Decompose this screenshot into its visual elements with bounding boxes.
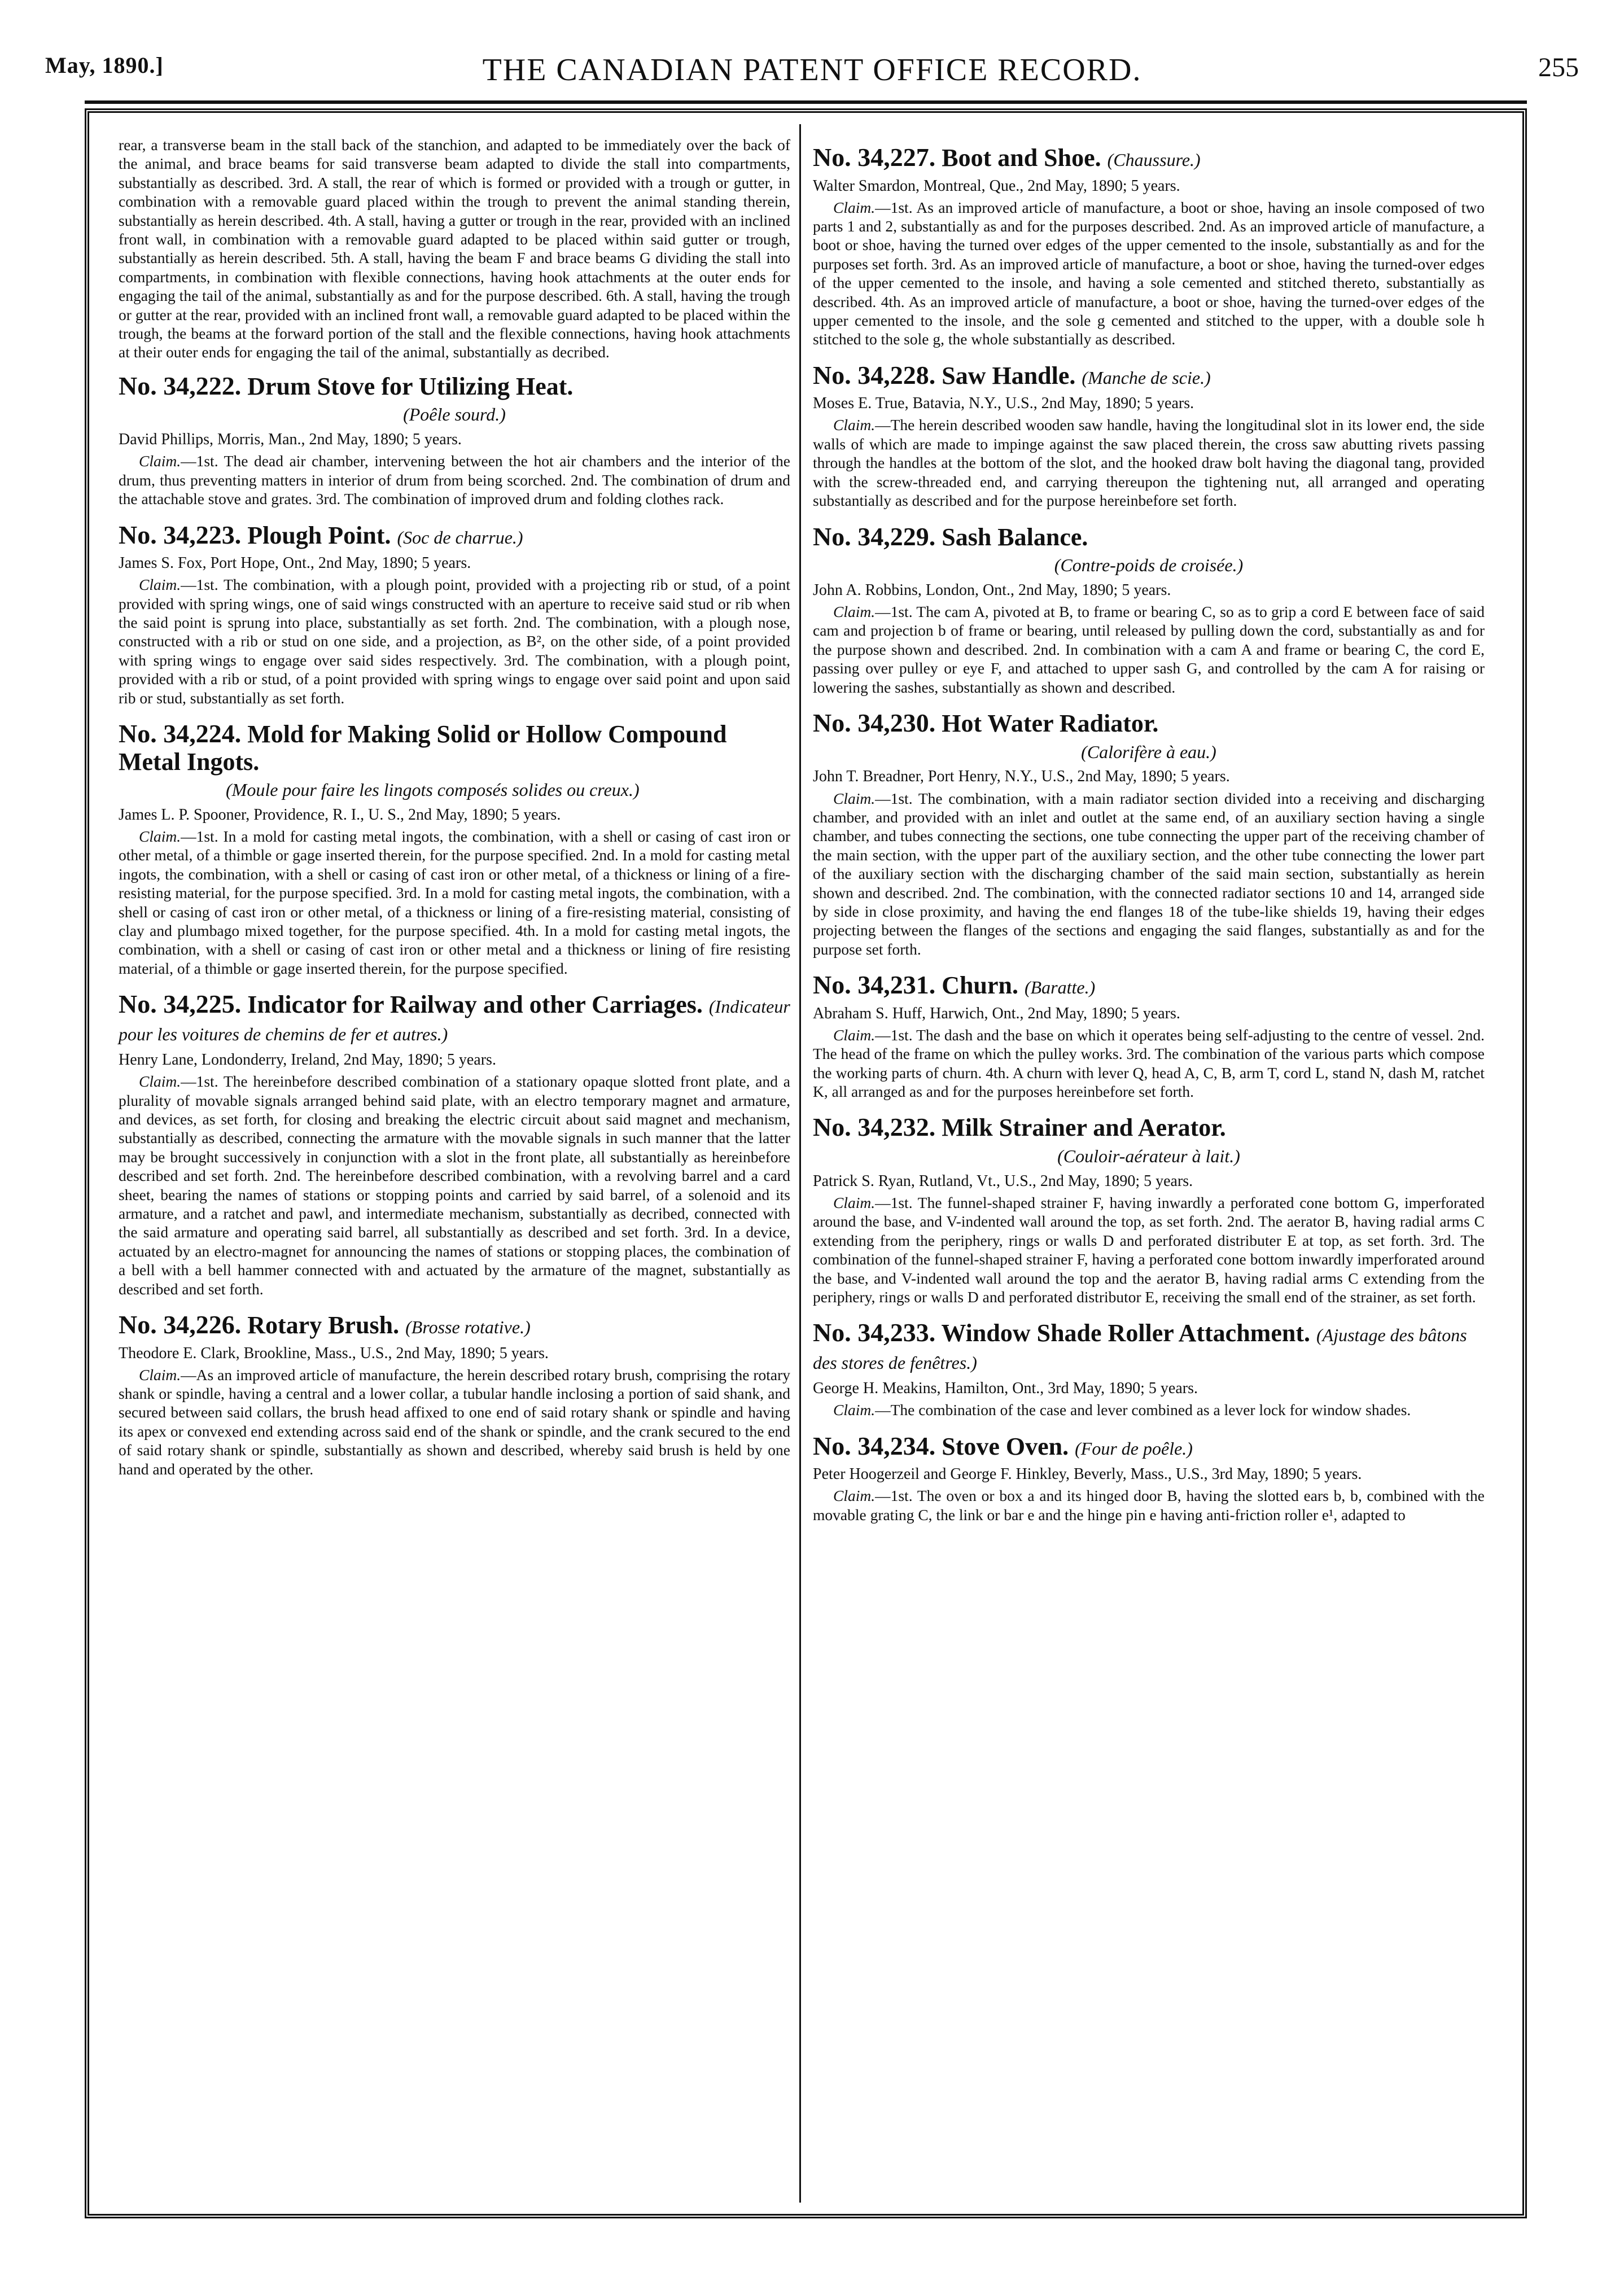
claim-body: —1st. The oven or box a and its hinged door B, having the slotted ears b, b, combined with the movable grating C, the link or bar e and the hinge pin e having anti-friction roller e¹, adapted to	[813, 1487, 1485, 1524]
patent-number: No. 34,225.	[119, 990, 242, 1019]
claim-body: —1st. The dead air chamber, intervening between the hot air chambers and the interior of the drum, thus preventing matters in interior of drum from being scorched. 2nd. The combination of drum and the attachable stove and grates. 3rd. The combination of improved drum and folding clothes rack.	[119, 452, 790, 508]
patent-entry-34230	[813, 709, 1485, 958]
patent-entry-34232	[813, 1113, 1485, 1306]
patent-entry-34222	[119, 372, 790, 509]
claim-label: Claim.	[833, 602, 876, 620]
claim-label: Claim.	[139, 1073, 181, 1091]
patent-entry-34233	[813, 1319, 1485, 1419]
claim-label: Claim.	[833, 1401, 876, 1419]
patentee: Moses E. True, Batavia, N.Y., U.S., 2nd May, 1890; 5 years.	[813, 395, 1194, 413]
patent-french-title: (Chaussure.)	[1107, 150, 1201, 170]
claim-text	[119, 1072, 790, 1298]
continued-claim-text: rear, a transverse beam in the stall back of the stanchion, and adapted to be immediately over the back of the animal, and brace beams for said transverse beam adapted to divide the stall into compartments, substantially as described. 3rd. A stall, the rear of which is formed or provided with a trough or gutter, in combination with a removable guard placed within the trough to prevent the animal standing therein, substantially as herein described. 4th. A stall, having a gutter or trough in the rear, provided with an inclined front wall, in combination with a removable guard adapted to be placed within said gutter or trough, substantially as herein described. 5th. A stall, having the beam F and brace beams G dividing the stall into compartments, in combination with flexible connections, having hook attachments at the outer ends for engaging the tail of the animal, substantially as and for the purpose described. 6th. A stall, having the trough or gutter at the rear, provided with an inclined front wall, a removable guard adapted to be placed within the trough, the beams at the forward portion of the stall and the flexible connections, having hook attachments at their outer ends for engaging the tail of the animal, substantially as decribed.	[119, 136, 790, 361]
patent-title: Indicator for Railway and other Carriages.	[247, 991, 703, 1019]
patent-title: Stove Oven.	[942, 1432, 1069, 1460]
patent-entry-34234	[813, 1432, 1485, 1524]
patent-title: Drum Stove for Utilizing Heat.	[247, 372, 574, 400]
claim-body: —1st. The hereinbefore described combination of a stationary opaque slotted front plate, and a plurality of movable signals arranged behind said plate, with an electro temporary magnet and armature, and devices, as set forth, for closing and breaking the electric circuit about said magnet and mechanism, substantially as described, connecting the armature with the movable signals in such manner that the latter may be brought successively in conjunction with a slot in the front plate, all substantially as hereinbefore described and set forth. 2nd. The hereinbefore described combination, with a revolving barrel and a card sheet, bearing the names of stations or stopping points and carried by said barrel, of a solenoid and its armature, and a ratchet and pawl, and intermediate mechanism, substantially as decribed, connected with the said armature and operating said barrel, all substantially as described and set forth. 3rd. In a device, actuated by an electro-magnet for announcing the names of stations or stopping places, the combination of a bell with a bell hammer connected with and actuated by the armature of the magnet, substantially as described and set forth.	[119, 1073, 790, 1298]
patent-heading	[813, 971, 1485, 1000]
patent-number: No. 34,226.	[119, 1310, 242, 1340]
claim-label: Claim.	[833, 1193, 876, 1211]
patent-heading	[119, 372, 790, 401]
patent-number: No. 34,234.	[813, 1431, 936, 1460]
claim-body: —1st. The cam A, pivoted at B, to frame or bearing C, so as to grip a cord E between face of said cam and projection b of frame or bearing, until released by pulling down the cord, substantially as and for the purpose shown and described. 2nd. In combination with a cam A and frame or bearing C, the cord E, passing over pulley or eye F, and attached to upper sash G, and controlled by the cam A for raising or lowering the sashes, substantially as shown and described.	[813, 602, 1485, 696]
patent-entry-34228	[813, 361, 1485, 510]
patentee: Patrick S. Ryan, Rutland, Vt., U.S., 2nd May, 1890; 5 years.	[813, 1172, 1193, 1190]
patent-french-title: (Baratte.)	[1024, 977, 1096, 998]
patent-entry-34225	[119, 990, 790, 1298]
claim-body: —1st. The combination, with a main radiator section divided into a receiving and discharging chamber, and provided with an inlet and outlet at the same end, of an auxiliary section having a single chamber, and tubes connecting the sections, one tube connecting the upper part of the receiving chamber of the main section, with the upper part of the auxiliary section, and the other tube connecting the lower part of the auxiliary section with the discharging chamber of the said main section, substantially as herein shown and described. 2nd. The combination, with the connected radiator sections 10 and 14, arranged side by side in close proximity, and having the end flanges 18 of the tube-like shields 19, having their edges projecting between the flanges of the sections and engaging the said flanges, substantially as and for the purpose set forth.	[813, 789, 1485, 958]
patent-french-title: (Couloir-aérateur à lait.)	[1057, 1145, 1240, 1166]
patent-french-title: (Calorifère à eau.)	[1081, 741, 1216, 762]
patent-title: Churn.	[942, 971, 1018, 1000]
claim-text	[119, 827, 790, 978]
patentee: Walter Smardon, Montreal, Que., 2nd May, 1890; 5 years.	[813, 177, 1180, 195]
patent-french-title: (Soc de charrue.)	[397, 527, 523, 548]
patent-heading	[119, 720, 790, 776]
claim-label: Claim.	[139, 576, 181, 594]
patent-number: No. 34,229.	[813, 522, 936, 551]
page-number: 255	[1538, 52, 1579, 82]
patent-title: Sash Balance.	[942, 523, 1088, 551]
claim-text	[813, 415, 1485, 510]
left-column	[119, 135, 790, 2197]
claim-text	[813, 1193, 1485, 1306]
patent-entry-34229	[813, 523, 1485, 697]
patent-french-title: (Four de poêle.)	[1075, 1438, 1193, 1459]
claim-text	[119, 575, 790, 707]
patentee: George H. Meakins, Hamilton, Ont., 3rd May, 1890; 5 years.	[813, 1380, 1198, 1398]
claim-text	[119, 452, 790, 508]
patent-entry-34224	[119, 720, 790, 978]
patent-french-title: (Moule pour faire les lingots composés solides ou creux.)	[226, 780, 640, 800]
patent-heading	[119, 990, 790, 1046]
claim-label: Claim.	[833, 789, 876, 807]
claim-label: Claim.	[139, 827, 181, 845]
patent-french-title: (Manche de scie.)	[1082, 367, 1211, 388]
patentee: Peter Hoogerzeil and George F. Hinkley, Beverly, Mass., U.S., 3rd May, 1890; 5 years.	[813, 1465, 1362, 1483]
patent-title: Saw Handle.	[942, 361, 1076, 389]
patent-number: No. 34,223.	[119, 520, 242, 549]
patentee: John T. Breadner, Port Henry, N.Y., U.S., 2nd May, 1890; 5 years.	[813, 768, 1230, 786]
claim-text	[813, 1486, 1485, 1524]
patent-french-title: (Poêle sourd.)	[403, 404, 506, 425]
patent-french-title: (Ajustage des bâtons des stores de fenêtres.)	[813, 1325, 1467, 1373]
patent-number: No. 34,231.	[813, 970, 936, 1000]
column-divider	[799, 124, 801, 2203]
patent-title: Plough Point.	[247, 521, 391, 549]
patent-number: No. 34,232.	[813, 1113, 936, 1142]
header-rule	[85, 100, 1527, 104]
patent-title: Hot Water Radiator.	[942, 710, 1159, 738]
page-header	[45, 52, 1579, 91]
claim-text	[813, 602, 1485, 697]
patentee: Abraham S. Huff, Harwich, Ont., 2nd May, 1890; 5 years.	[813, 1004, 1180, 1022]
issue-date: May, 1890.]	[45, 52, 164, 78]
claim-body: —The herein described wooden saw handle, having the longitudinal slot in its lower end, the side walls of which are made to impinge against the saw placed therein, the cross saw abutting rivets passing through the handles at the bottom of the slot, and the hooked draw bolt having the diagonal tang, provided with the screw-threaded end, and carrying thereupon the tightening nut, all arranged and operating substantially as described and for the purpose hereinbefore set forth.	[813, 416, 1485, 510]
patent-entry-34226	[119, 1311, 790, 1478]
claim-label: Claim.	[833, 416, 876, 434]
claim-label: Claim.	[833, 1487, 876, 1505]
page-frame	[85, 108, 1527, 2218]
patent-heading	[813, 523, 1485, 551]
patent-heading	[813, 1113, 1485, 1142]
journal-title: THE CANADIAN PATENT OFFICE RECORD.	[482, 52, 1142, 87]
patent-title: Milk Strainer and Aerator.	[942, 1114, 1226, 1142]
right-column	[813, 135, 1485, 2197]
patentee: Henry Lane, Londonderry, Ireland, 2nd May, 1890; 5 years.	[119, 1051, 496, 1069]
patent-french-title: (Indicateur pour les voitures de chemins de fer et autres.)	[119, 996, 790, 1044]
patent-heading	[119, 521, 790, 550]
patent-heading	[813, 143, 1485, 172]
claim-text	[813, 1400, 1485, 1419]
patent-number: No. 34,233.	[813, 1318, 936, 1347]
claim-text	[813, 198, 1485, 349]
claim-body: —The combination of the case and lever combined as a lever lock for window shades.	[875, 1401, 1411, 1419]
claim-label: Claim.	[833, 198, 876, 216]
claim-body: —1st. In a mold for casting metal ingots, the combination, with a shell or casing of cast iron or other metal, of a thimble or gage inserted therein, for the purpose specified. 2nd. In a mold for casting metal ingots, the combination, with a shell or casing of cast iron or other metal, of a thickness or lining of a fire-resisting material, for the purpose specified. 3rd. In a mold for casting metal ingots, the combination, with a shell or casing of cast iron or other metal, of a thickness or lining of a fire-resisting material, consisting of clay and plumbago mixed together, for the purpose specified. 4th. In a mold for casting metal ingots, the combination, with a shell or casing of cast iron or other metal and a thickness or lining of fire resisting material, of a thimble or gage inserted therein, for the purpose specified.	[119, 827, 790, 977]
patentee: James S. Fox, Port Hope, Ont., 2nd May, 1890; 5 years.	[119, 554, 471, 572]
patent-number: No. 34,230.	[813, 708, 936, 738]
patentee: Theodore E. Clark, Brookline, Mass., U.S., 2nd May, 1890; 5 years.	[119, 1344, 549, 1362]
claim-body: —1st. As an improved article of manufacture, a boot or shoe, having an insole composed of two parts 1 and 2, substantially as and for the purposes described. 2nd. As an improved article of manufacture, a boot or shoe, having the turned over edges of the upper cemented to the insole, substantially as and for the purposes set forth. 3rd. As an improved article of manufacture, a boot or shoe, having the turned-over edges of the upper cemented to the insole, and having a sole cemented and stitched thereto, substantially as described. 4th. As an improved article of manufacture, a boot or shoe, having the turned-over edges of the upper cemented to the insole, and the sole g cemented and stitched to the upper, with a double sole h stitched to the sole g, the whole substantially as described.	[813, 198, 1485, 348]
patent-heading	[813, 709, 1485, 738]
claim-text	[813, 1026, 1485, 1101]
patentee: John A. Robbins, London, Ont., 2nd May, 1890; 5 years.	[813, 581, 1171, 599]
claim-label: Claim.	[833, 1026, 876, 1044]
claim-body: —As an improved article of manufacture, the herein described rotary brush, comprising the rotary shank or spindle, having a central and a lower collar, a tubular handle inclosing a portion of said shank, and secured between said collars, the brush head affixed to one end of said rotary shank or spindle and having its apex or convexed end extending across said end of the shank or spindle, and the crank secured to the end of said rotary shank or spindle, substantially as shown and described, whereby said brush is held by one hand and operated by the other.	[119, 1365, 790, 1478]
claim-text	[119, 1365, 790, 1478]
patent-entry-34223	[119, 521, 790, 707]
patent-number: No. 34,222.	[119, 371, 242, 400]
patentee: David Phillips, Morris, Man., 2nd May, 1890; 5 years.	[119, 431, 462, 449]
claim-body: —1st. The dash and the base on which it operates being self-adjusting to the centre of vessel. 2nd. The head of the frame on which the pulley works. 3rd. The combination of the various parts which compose the working parts of churn. 4th. A churn with lever Q, head A, C, B, arm T, cord L, stand N, dash M, ratchet K, all arranged as and for the purposes hereinbefore set forth.	[813, 1026, 1485, 1100]
patent-heading	[119, 1311, 790, 1340]
patent-title: Rotary Brush.	[247, 1311, 400, 1340]
patent-entry-34231	[813, 971, 1485, 1101]
patent-title: Mold for Making Solid or Hollow Compound Metal Ingots.	[119, 720, 727, 776]
claim-label: Claim.	[139, 452, 181, 470]
patent-number: No. 34,224.	[119, 719, 242, 748]
claim-label: Claim.	[139, 1365, 181, 1384]
patent-french-title: (Contre-poids de croisée.)	[1054, 555, 1244, 576]
claim-body: —1st. The combination, with a plough point, provided with a projecting rib or stud, of a point provided with spring wings, one of said wings constructed with an aperture to receive said stud or rib when the said point is sprung into place, substantially as set forth. 2nd. The combination, with a plough nose, constructed with a rib or stud on one side, and a projection, as B², on the other side, of a point provided with spring wings to engage over said sides respectively. 3rd. The combination, with a plough point, provided with a rib or stud, of a point provided with spring wings to engage over said point and upon said rib or stud, substantially as set forth.	[119, 576, 790, 707]
claim-body: —1st. The funnel-shaped strainer F, having inwardly a perforated cone bottom G, imperforated around the base, and V-indented wall around the top, as set forth. 2nd. The aerator B, having radial arms C extending from the periphery, rings or walls D and perforated distributer E at top, as set forth. 3rd. The combination of the funnel-shaped strainer F, having a perforated cone bottom inwardly imperforated around the base, and V-indented wall around the top and the aerator B, having radial arms C extending from the periphery, rings or walls D and perforated distributor E, receiving the small end of the strainer, as set forth.	[813, 1193, 1485, 1306]
patent-entry-34227	[813, 143, 1485, 349]
patent-heading	[813, 1432, 1485, 1461]
patentee: James L. P. Spooner, Providence, R. I., U. S., 2nd May, 1890; 5 years.	[119, 806, 561, 824]
patent-title: Boot and Shoe.	[942, 144, 1101, 172]
claim-text	[813, 789, 1485, 959]
patent-french-title: (Brosse rotative.)	[405, 1317, 531, 1338]
patent-title: Window Shade Roller Attachment.	[941, 1319, 1310, 1347]
patent-heading	[813, 361, 1485, 390]
patent-heading	[813, 1319, 1485, 1374]
patent-number: No. 34,227.	[813, 143, 936, 172]
patent-number: No. 34,228.	[813, 360, 936, 389]
